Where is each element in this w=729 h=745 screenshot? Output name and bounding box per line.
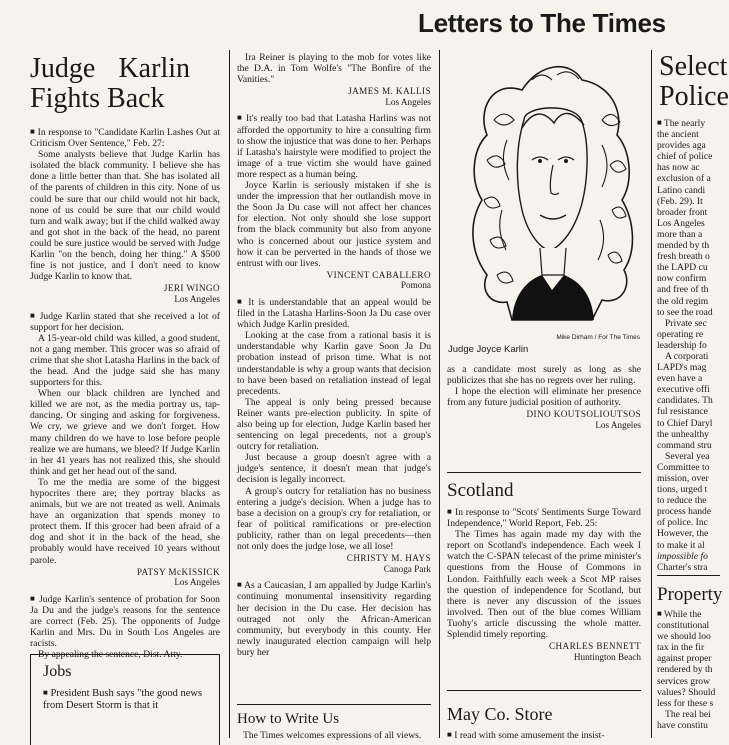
signature-city: Los Angeles	[174, 577, 220, 588]
text-line: ■ The nearly	[657, 118, 706, 129]
text-line: has now ac	[657, 162, 700, 174]
headline-select-police	[659, 51, 729, 112]
signature-city: Canoga Park	[383, 563, 431, 574]
signature-name: CHRISTY M. HAYS	[346, 553, 431, 564]
letters-column-4	[657, 117, 720, 582]
caricature-illustration	[452, 50, 642, 336]
text-line: A corporati	[665, 350, 709, 362]
text-line: Los Angeles	[657, 217, 705, 229]
text-line: process hande	[657, 506, 712, 518]
jobs-headline: Jobs	[43, 663, 72, 680]
text-line: exclusion of a	[657, 173, 711, 185]
text-line: ■ While the	[657, 609, 702, 620]
letter-paragraph: Ira Reiner is playing to the mob for votes like the D.A. in Tom Wolfe's "The Bonfire of the Vanities."	[237, 52, 431, 86]
signature-city: Huntington Beach	[573, 651, 641, 662]
bullet-icon: ■	[237, 580, 243, 590]
letter-paragraph: Looking at the case from a rational basis it is understandable why Karlin gave Soon Ja Du probation instead of prison time. What is not understandable is why a group wants that decision to have been based on retaliation instead of legal precedents.	[237, 330, 431, 397]
text-line: Committee to	[657, 461, 710, 473]
text-line: fresh breath o	[657, 251, 710, 263]
text-line: command stru	[657, 439, 712, 451]
letter-signature	[237, 270, 431, 291]
bullet-icon: ■	[237, 113, 243, 123]
signature-name: JERI WINGO	[163, 283, 220, 294]
text-line: operating re	[657, 328, 704, 340]
scotland-headline: Scotland	[447, 480, 514, 501]
column-rule	[439, 50, 440, 738]
bullet-icon: ■	[447, 730, 452, 739]
text-line: broader front	[657, 206, 708, 218]
text-line: Private sec	[665, 317, 707, 329]
text-line: to make it al	[657, 539, 705, 551]
text-line: less for these s	[657, 697, 714, 709]
letters-column-1	[30, 52, 220, 661]
letter-paragraph: A 15-year-old child was killed, a good student, not a gang member. This grocer was so afraid of crime that she shot Latasha Harlins in the back of the head. And the judge said she has many supporters for this.	[30, 332, 220, 389]
letter-lead: ■ Judge Karlin's sentence of probation for Soon Ja Du and the judge's reasons for the sentence are correct (Feb. 25). The opponents of Judge Karlin and Mrs. Du in South Los Angeles are racists.	[30, 593, 220, 650]
text-line: Latino candi	[657, 184, 706, 196]
signature-city: Los Angeles	[595, 419, 641, 430]
mayco-text: ■ I read with some amusement the insist-	[447, 730, 605, 741]
text-line: The real bei	[665, 708, 711, 720]
letter-signature	[447, 641, 641, 662]
letter-paragraph: The Times has again made my day with the report on Scotland's independence. Each week I watch the C-SPAN telecast of the prime minister's questions from the House of Commons in London. Faithfully each week a Scot MP raises the question of independence for Scotland, but there is never any discussion of the issues involved. Then out of the blue comes William Tuohy's article discussing the whole matter. Splendid timely reporting.	[447, 529, 641, 641]
bullet-icon: ■	[30, 310, 37, 320]
text-line: constitutional	[657, 620, 710, 632]
text-line: of police. Inc	[657, 517, 708, 529]
text-line: the ancient	[657, 129, 699, 141]
headline-line: Select	[659, 51, 728, 82]
letter-paragraph: By appealing the sentence, Dist. Atty.	[38, 649, 183, 661]
signature-city: Los Angeles	[385, 96, 431, 107]
letter-paragraph: A group's outcry for retaliation has no business entering a judge's decision. When a judge has to base a decision on a group's cry for retaliation, or fear of political ramifications or pre-election publicity, rather than on legal precedents—then not only does the judge lose, we all lose!	[237, 485, 431, 553]
letter-signature	[30, 283, 220, 304]
signature-city: Los Angeles	[174, 293, 220, 304]
text-line: LAPD's mag	[657, 362, 707, 374]
property-letter	[657, 608, 720, 736]
section-divider	[237, 704, 431, 705]
headline-line: Police	[659, 81, 729, 112]
text-line: the LAPD cu	[657, 262, 708, 274]
text-line: tax in the fir	[657, 642, 705, 654]
letter-paragraph: To me the media are some of the biggest hypocrites there are; they portray blacks as animals, but we are not treated as well. Animals have an organization that spends money to protect them. If this grocer had been afraid of a dog and shot it in the back of the head, she probably would have received 10 years without parole.	[30, 476, 220, 566]
bullet-icon: ■	[657, 609, 664, 618]
text-line: have constitu	[657, 719, 708, 731]
text-line: now confirm	[657, 273, 707, 285]
bullet-icon: ■	[30, 127, 36, 136]
text-line: tions, urged t	[657, 484, 708, 496]
text-line: to reduce the	[657, 495, 707, 507]
text-line: candidates. Th	[657, 395, 713, 407]
text-line: to Chief Daryl	[657, 417, 713, 429]
signature-name: CHARLES BENNETT	[548, 641, 641, 652]
bullet-icon: ■	[237, 296, 244, 306]
text-line: Charter's stra	[657, 561, 708, 573]
text-line: against proper	[657, 653, 712, 665]
letter-paragraph: as a candidate most surely as long as she publicizes that she has no regrets over her ruling.	[447, 364, 641, 387]
property-headline: Property	[657, 584, 723, 605]
how-to-write-text: The Times welcomes expressions of all views.	[243, 730, 422, 741]
bullet-icon: ■	[30, 593, 36, 603]
text-line: impossible fo	[657, 550, 708, 562]
text-line: (Feb. 29). It	[657, 195, 703, 207]
signature-name: VINCENT CABALLERO	[326, 269, 431, 280]
jobs-text: ■ President Bush says "the good news from Desert Storm is that it	[43, 688, 203, 711]
column-rule	[651, 50, 652, 738]
text-line: Several yea	[665, 450, 710, 462]
text-line: we should loo	[657, 631, 711, 643]
letter-lead: ■ In response to "Scots' Sentiments Surge Toward Independence," World Report, Feb. 25:	[447, 507, 641, 530]
illustration-caption: Judge Joyce Karlin	[448, 344, 529, 355]
letter-lead: ■ Judge Karlin stated that she received a lot of support for her decision.	[30, 310, 220, 333]
how-to-write-headline: How to Write Us	[237, 711, 340, 727]
letter-signature	[237, 553, 431, 574]
letters-column-2	[237, 52, 431, 706]
text-line: and free of th	[657, 284, 709, 296]
text-line: chief of police	[657, 151, 713, 163]
bullet-icon: ■	[447, 507, 453, 516]
jobs-box	[30, 654, 220, 745]
text-line: the unhealthy	[657, 428, 709, 440]
letter-lead: ■ It's really too bad that Latasha Harlins was not afforded the opportunity to hire a consulting firm to show the injustice that was done to her. Perhaps if Latasha's hairstyle were modified to project the image of a true victim she would have gained more respect as a human being.	[237, 113, 431, 180]
bullet-icon: ■	[43, 688, 48, 697]
text-line: rendered by th	[657, 664, 713, 676]
text-line: provides aga	[657, 140, 706, 152]
letter-paragraph: The appeal is only being pressed because Reiner wants pre-election publicity. In spite of also being up for election, Judge Karlin based her sentencing on legal precedents, not a group's outcry for retaliation.	[237, 396, 431, 453]
column-rule	[229, 50, 230, 738]
bullet-icon: ■	[657, 118, 664, 127]
letter-paragraph: When our black children are lynched and killed we are not, as the media portray us, tap-dancing. Or singing and asking for forgiveness. We cry, we grieve and we don't forget. How many children do we have to lose before people realize we are humans, we bleed? If Judge Karlin in her 41 years has not realized this, she should think and get her head out of the sand.	[30, 388, 220, 477]
letters-column-3	[447, 364, 641, 452]
letter-paragraph: I hope the election will eliminate her presence from any future judicial position of authority.	[447, 386, 641, 409]
letter-paragraph: Joyce Karlin is seriously mistaken if she is under the impression that her outlandish move in the Soon Ja Du case will not affect her chances for election. Not only should she lose support from the black community but also from anyone who is concerned about our justice system and how it can be perverted in the hands of those we entrust with our lives.	[237, 180, 431, 269]
text-line: mended by th	[657, 240, 710, 252]
text-line: However, the	[657, 528, 709, 540]
letter-lead: ■ In response to "Candidate Karlin Lashes Out at Criticism Over Sentence," Feb. 27:	[30, 127, 220, 150]
text-line: services grow	[657, 675, 711, 687]
letter-signature	[447, 409, 641, 430]
section-divider	[447, 690, 641, 691]
headline-judge-karlin: Judge Karlin Fights Back	[30, 53, 190, 114]
text-line: even have a	[657, 373, 703, 385]
mayco-headline: May Co. Store	[447, 704, 553, 724]
text-line: values? Should	[657, 686, 716, 698]
scotland-letter	[447, 506, 641, 686]
text-line: ful resistance	[657, 406, 708, 418]
letter-signature	[30, 567, 220, 588]
letter-signature	[237, 86, 431, 107]
letter-paragraph: Just because a group doesn't agree with a judge's sentence, it doesn't mean that judge's decision is legally incorrect.	[237, 452, 431, 486]
illustration-credit: Mike Dirham / For The Times	[556, 334, 640, 341]
text-line: to see the road	[657, 306, 713, 318]
signature-name: DINO KOUTSOLIOUTSOS	[526, 409, 641, 420]
text-line: mission, over	[657, 473, 709, 484]
signature-name: PATSY McKISSICK	[136, 566, 220, 577]
section-divider	[657, 575, 720, 576]
section-divider	[447, 472, 641, 473]
page-banner: Letters to The Times	[418, 8, 666, 38]
text-line: leadership fo	[657, 339, 707, 351]
letter-lead: ■ It is understandable that an appeal would be filed in the Latasha Harlins-Soon Ja Du case over which Judge Karlin presided.	[237, 296, 432, 331]
signature-city: Pomona	[400, 280, 431, 291]
text-line: the old regim	[657, 295, 709, 307]
letter-lead: ■ As a Caucasian, I am appalled by Judge Karlin's continuing monumental insensitivity regarding her decision in the Du case. Her decision has outraged not only the African-American community, but everybody in this county. Her newly inaugurated election campaign will help bury her	[237, 580, 431, 658]
text-line: more than a	[657, 228, 703, 240]
letter-paragraph: Some analysts believe that Judge Karlin has isolated the black community. I believe she has done a little better than that. She has isolated all of the parents of children in this city. None of us could be sure that our child would not hit back, none of us could be sure that our child would turn and walk away; but if the child walked away and got shot in the back of the head, no parent could be sure justice would be served with Judge Karlin "on the bench, doing her thing." A $500 fine is not justice, and I don't need to know Judge Karlin to know that.	[30, 149, 220, 283]
signature-name: JAMES M. KALLIS	[348, 86, 431, 97]
text-line: executive offi	[657, 384, 710, 396]
